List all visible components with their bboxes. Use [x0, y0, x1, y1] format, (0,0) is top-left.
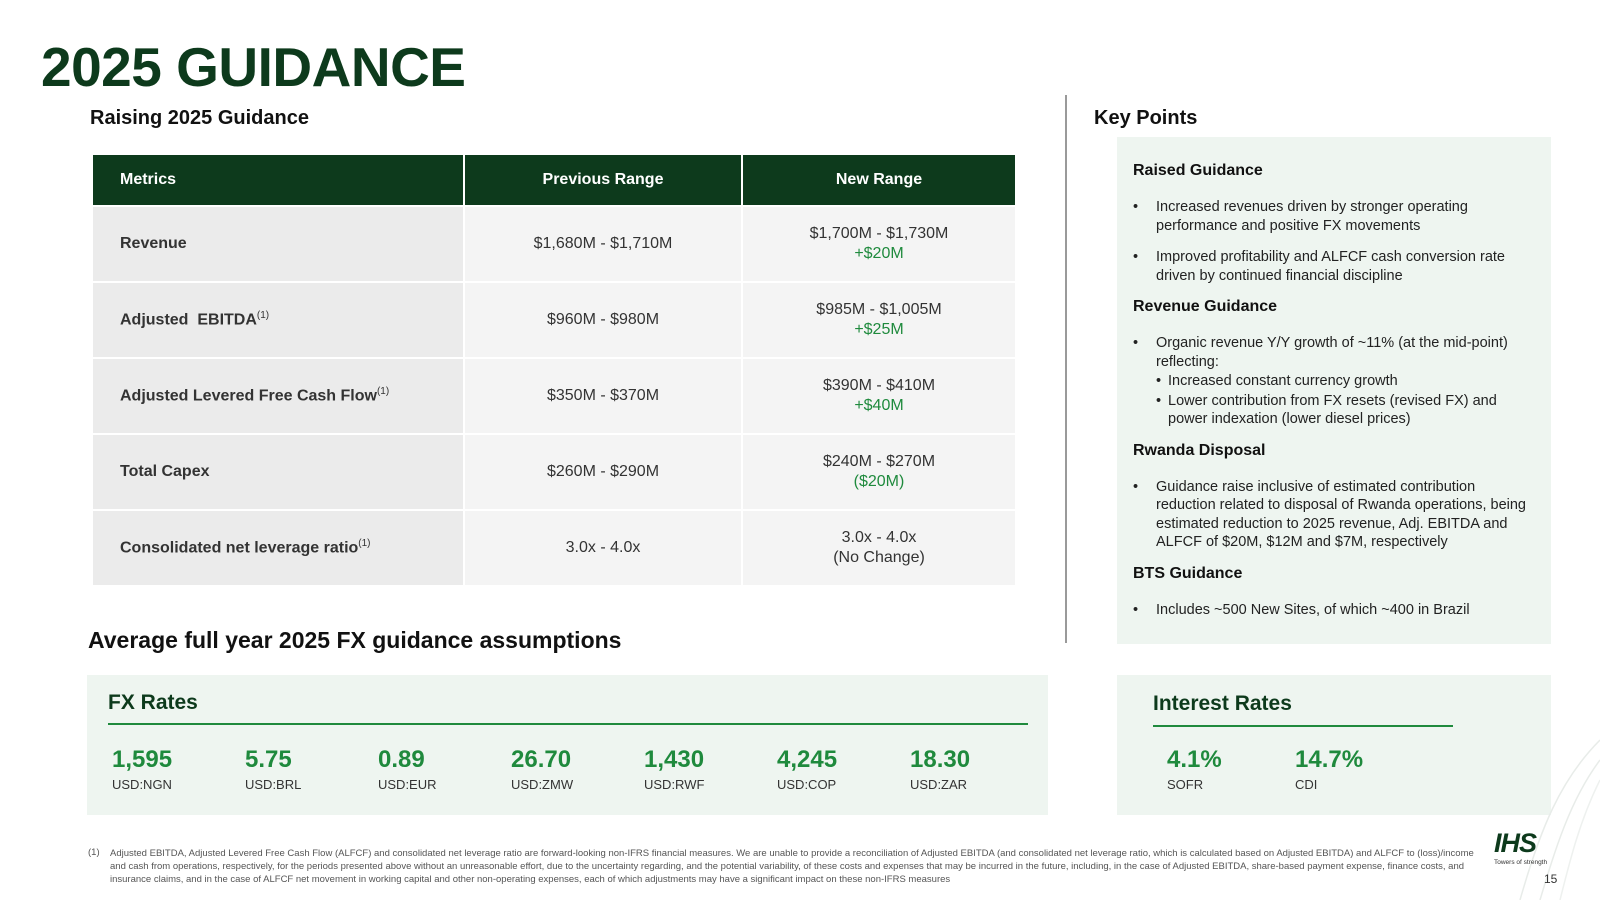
rate-label: USD:ZAR — [910, 777, 968, 793]
list-item — [1133, 334, 1535, 429]
new-range-cell — [743, 435, 1015, 509]
sub-list-item: • Increased constant currency growth — [1156, 372, 1535, 391]
list-item: • Increased revenues driven by stronger operating performance and positive FX movements — [1133, 198, 1535, 235]
metric-name-cell — [93, 359, 463, 433]
range-change: +$20M — [854, 245, 904, 262]
footnote-text: Adjusted EBITDA, Adjusted Levered Free Cash Flow (ALFCF) and consolidated net leverage ratio are forward-looking non-IFRS financial measures. We are unable to provide a reconciliation of Adjusted EBITDA (and consolidated net leverage ratio, which is calculated based on Adjusted EBITDA) and ALFCF to (loss)/income and cash from operations, respectively, for the periods presented above without an unreasonable effort, due to the uncertainty regarding, and the potential variability, of these costs and expenses that may be incurred in the future, including, in the case of Adjusted EBITDA, share-based payment expense, finance costs, and insurance claims, and in the case of ALFCF net movement in working capital and other non-operating expenses, each of which adjustments may have a significant impact on these non-IFRS measures — [110, 848, 1474, 885]
logo-tagline: Towers of strength — [1494, 859, 1548, 866]
revenue-guidance-heading: Revenue Guidance — [1133, 298, 1278, 315]
rwanda-disposal-heading: Rwanda Disposal — [1133, 441, 1266, 459]
fx-rates-panel — [87, 675, 1048, 815]
table-row — [93, 207, 1015, 281]
interest-rates-divider — [1153, 725, 1453, 727]
previous-range-cell: $260M - $290M — [465, 435, 741, 509]
footnote-ref: (1) — [358, 538, 371, 550]
list-item: • Includes ~500 New Sites, of which ~400 in Brazil — [1133, 601, 1535, 620]
interest-rates-title: Interest Rates — [1153, 692, 1292, 715]
decorative-curve — [1500, 700, 1600, 900]
table-header-row — [93, 155, 1015, 205]
rate-value: 18.30 — [910, 746, 971, 773]
new-range-cell — [743, 207, 1015, 281]
fx-rates-title: FX Rates — [108, 691, 198, 714]
fx-rates-divider — [108, 723, 1028, 725]
new-range-value: 3.0x - 4.0x — [841, 529, 917, 546]
ihs-logo — [1494, 830, 1564, 866]
raised-guidance-heading: Raised Guidance — [1133, 162, 1263, 179]
fx-rate-zmw — [511, 747, 573, 792]
new-range-value: $1,700M - $1,730M — [809, 225, 949, 242]
rate-value: 14.7% — [1295, 746, 1364, 773]
previous-range-cell: 3.0x - 4.0x — [465, 511, 741, 585]
fx-rate-rwf — [644, 747, 704, 792]
metric-name-cell — [93, 207, 463, 281]
table-row — [93, 511, 1015, 585]
rate-label: USD:BRL — [245, 777, 302, 793]
metric-name-cell — [93, 435, 463, 509]
metric-name-cell — [93, 283, 463, 357]
metric-label: Consolidated net leverage ratio — [120, 539, 359, 557]
revenue-guidance-list — [1133, 334, 1535, 429]
bts-guidance-list — [1133, 601, 1535, 620]
interest-rates-panel — [1117, 675, 1551, 815]
range-change: ($20M) — [853, 473, 905, 490]
guidance-section-heading: Raising 2025 Guidance — [90, 107, 309, 129]
revenue-guidance-sublist — [1156, 372, 1535, 429]
rate-value: 1,430 — [644, 746, 705, 773]
new-range-value: $240M - $270M — [822, 453, 936, 470]
metric-label: Adjusted EBITDA — [120, 311, 257, 329]
table-row — [93, 359, 1015, 433]
table-row — [93, 283, 1015, 357]
interest-rate-cdi — [1295, 747, 1363, 792]
metric-label: Revenue — [120, 235, 187, 252]
new-range-value: $390M - $410M — [822, 377, 936, 394]
rate-label: USD:EUR — [378, 777, 437, 793]
rate-value: 26.70 — [511, 746, 572, 773]
rate-value: 4,245 — [777, 746, 838, 773]
key-points-heading: Key Points — [1094, 107, 1198, 129]
new-range-cell — [743, 511, 1015, 585]
rate-label: USD:NGN — [112, 777, 172, 793]
new-range-cell — [743, 283, 1015, 357]
rate-label: CDI — [1295, 777, 1318, 793]
table-row — [93, 435, 1015, 509]
rate-value: 5.75 — [245, 746, 292, 773]
rate-label: USD:RWF — [644, 777, 705, 793]
interest-rate-sofr — [1167, 747, 1222, 792]
rwanda-disposal-list — [1133, 478, 1535, 552]
previous-range-cell: $1,680M - $1,710M — [465, 207, 741, 281]
footnote-ref: (1) — [376, 386, 390, 398]
header-metrics: Metrics — [93, 155, 463, 205]
list-item-text: Organic revenue Y/Y growth of ~11% (at the mid-point) reflecting: — [1156, 335, 1508, 370]
metric-label: Adjusted Levered Free Cash Flow — [120, 387, 377, 405]
sub-list-item: • Lower contribution from FX resets (revised FX) and power indexation (lower diesel prices) — [1156, 392, 1535, 429]
metric-label: Total Capex — [120, 463, 210, 480]
guidance-table — [91, 153, 1017, 587]
range-change: +$40M — [854, 397, 904, 414]
range-change-note: (No Change) — [833, 549, 925, 566]
fx-rate-eur — [378, 747, 437, 792]
footnote-ref: (1) — [256, 310, 270, 322]
rate-value: 0.89 — [378, 746, 425, 773]
bts-guidance-heading: BTS Guidance — [1133, 564, 1243, 582]
fx-rate-cop — [777, 747, 837, 792]
list-item: • Improved profitability and ALFCF cash conversion rate driven by continued financial discipline — [1133, 248, 1535, 285]
page-title: 2025 GUIDANCE — [41, 36, 466, 98]
rate-label: USD:ZMW — [511, 777, 574, 793]
previous-range-cell: $960M - $980M — [465, 283, 741, 357]
footnote-marker: (1) — [88, 847, 100, 858]
rate-label: USD:COP — [777, 777, 837, 793]
new-range-cell — [743, 359, 1015, 433]
metric-name-cell — [93, 511, 463, 585]
vertical-divider — [1065, 95, 1067, 643]
list-item: • Guidance raise inclusive of estimated contribution reduction related to disposal of Rwanda operations, being estimated reduction to 2025 revenue, Adj. EBITDA and ALFCF of $20M, $12M and $7M, respectively — [1133, 478, 1535, 552]
logo-mark: IHS — [1494, 828, 1537, 858]
page-number: 15 — [1544, 872, 1558, 886]
rate-label: SOFR — [1167, 777, 1204, 793]
fx-rate-zar — [910, 747, 970, 792]
header-previous-range: Previous Range — [465, 155, 741, 205]
rate-value: 1,595 — [112, 746, 173, 773]
new-range-value: $985M - $1,005M — [816, 301, 942, 318]
header-new-range: New Range — [743, 155, 1015, 205]
fx-section-heading: Average full year 2025 FX guidance assumptions — [88, 627, 622, 653]
raised-guidance-list — [1133, 198, 1535, 285]
rate-value: 4.1% — [1167, 746, 1222, 773]
fx-rate-ngn — [112, 747, 172, 792]
fx-rate-brl — [245, 747, 301, 792]
range-change: +$25M — [854, 321, 904, 338]
key-points-panel — [1117, 137, 1551, 644]
previous-range-cell: $350M - $370M — [465, 359, 741, 433]
